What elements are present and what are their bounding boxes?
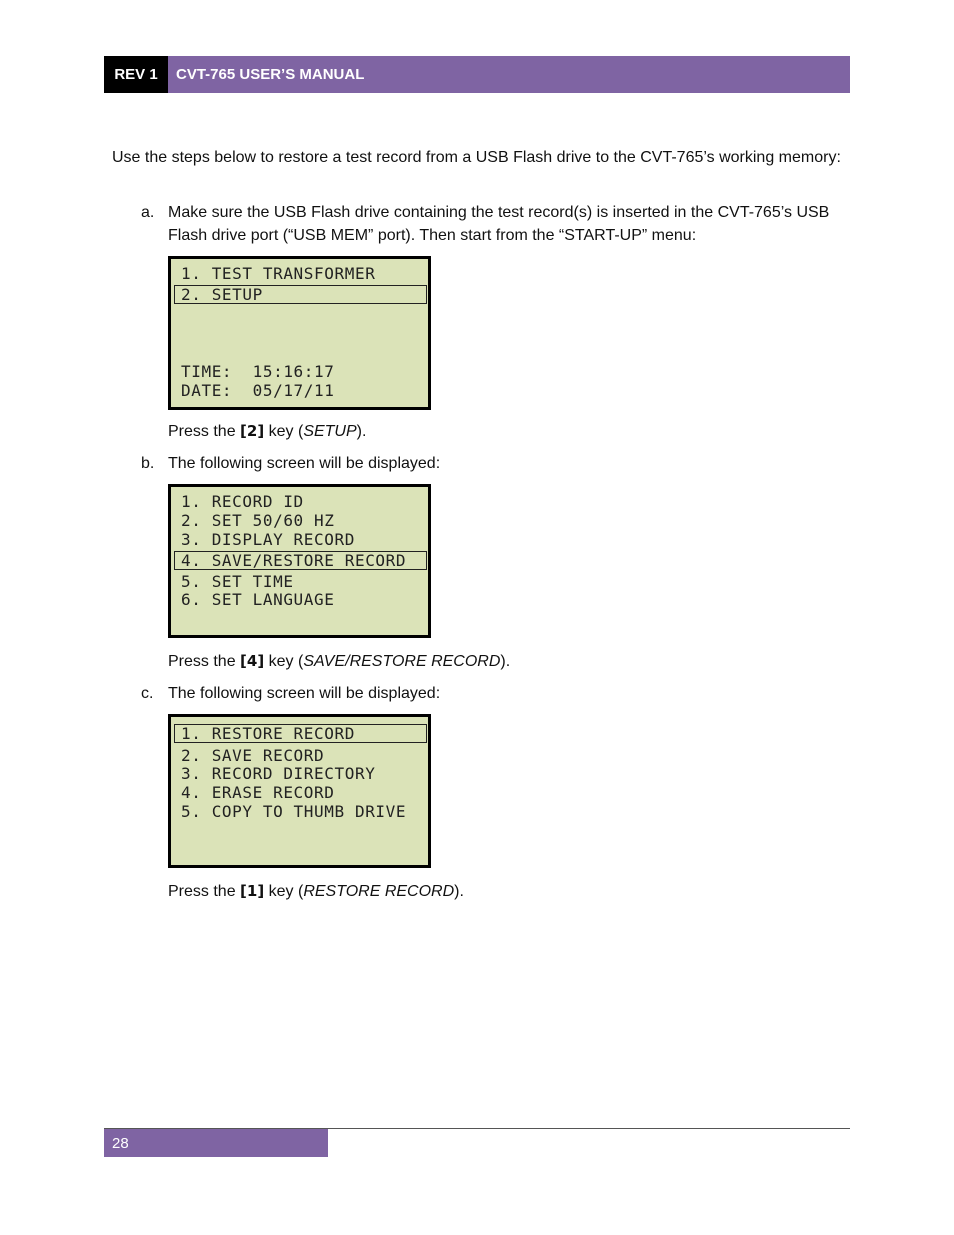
lcd-screen-setup-menu <box>168 484 431 638</box>
lcd-screen-startup-menu <box>168 256 431 410</box>
menu-option-label: RESTORE RECORD <box>303 883 455 900</box>
key-label: [1] <box>240 882 265 900</box>
step-text: Make sure the USB Flash drive containing the test record(s) is inserted in the CVT-765’s USB Flash drive port (“USB MEM” port). Then start from the “START-UP” menu: <box>168 204 830 244</box>
key-label: [4] <box>240 652 265 670</box>
step-letter: b. <box>141 455 155 472</box>
lcd-line: TIME: 15:16:17 <box>181 362 335 381</box>
step-letter: a. <box>141 204 155 221</box>
step-text: The following screen will be displayed: <box>168 685 441 702</box>
lcd-line: 2. SET 50/60 HZ <box>181 511 335 530</box>
revision-label: REV 1 <box>104 56 168 93</box>
step-letter: c. <box>141 685 154 702</box>
key-label: [2] <box>240 422 265 440</box>
lcd-line: 5. COPY TO THUMB DRIVE <box>181 802 407 821</box>
lcd-line: 2. SAVE RECORD <box>181 746 325 765</box>
lcd-screen-save-restore-menu <box>168 714 431 868</box>
step-text: The following screen will be displayed: <box>168 455 441 472</box>
menu-option-label: SAVE/RESTORE RECORD <box>303 653 501 670</box>
press-instruction: Press the [4] key (SAVE/RESTORE RECORD). <box>168 652 511 670</box>
page-number: 28 <box>104 1129 328 1157</box>
press-instruction: Press the [1] key (RESTORE RECORD). <box>168 882 464 900</box>
lcd-line: 1. TEST TRANSFORMER <box>181 264 376 283</box>
intro-paragraph: Use the steps below to restore a test record from a USB Flash drive to the CVT-765’s working memory: <box>112 149 841 166</box>
lcd-line-selected: 4. SAVE/RESTORE RECORD <box>174 551 427 570</box>
lcd-line: 3. RECORD DIRECTORY <box>181 764 376 783</box>
lcd-line: 5. SET TIME <box>181 572 294 591</box>
lcd-line: 6. SET LANGUAGE <box>181 590 335 609</box>
lcd-line-selected: 1. RESTORE RECORD <box>174 724 427 743</box>
press-instruction: Press the [2] key (SETUP). <box>168 422 367 440</box>
lcd-line: 3. DISPLAY RECORD <box>181 530 355 549</box>
lcd-line: 4. ERASE RECORD <box>181 783 335 802</box>
lcd-line-selected: 2. SETUP <box>174 285 427 304</box>
lcd-line: DATE: 05/17/11 <box>181 381 335 400</box>
manual-title: CVT-765 USER’S MANUAL <box>168 56 850 93</box>
lcd-line: 1. RECORD ID <box>181 492 304 511</box>
menu-option-label: SETUP <box>303 423 357 440</box>
